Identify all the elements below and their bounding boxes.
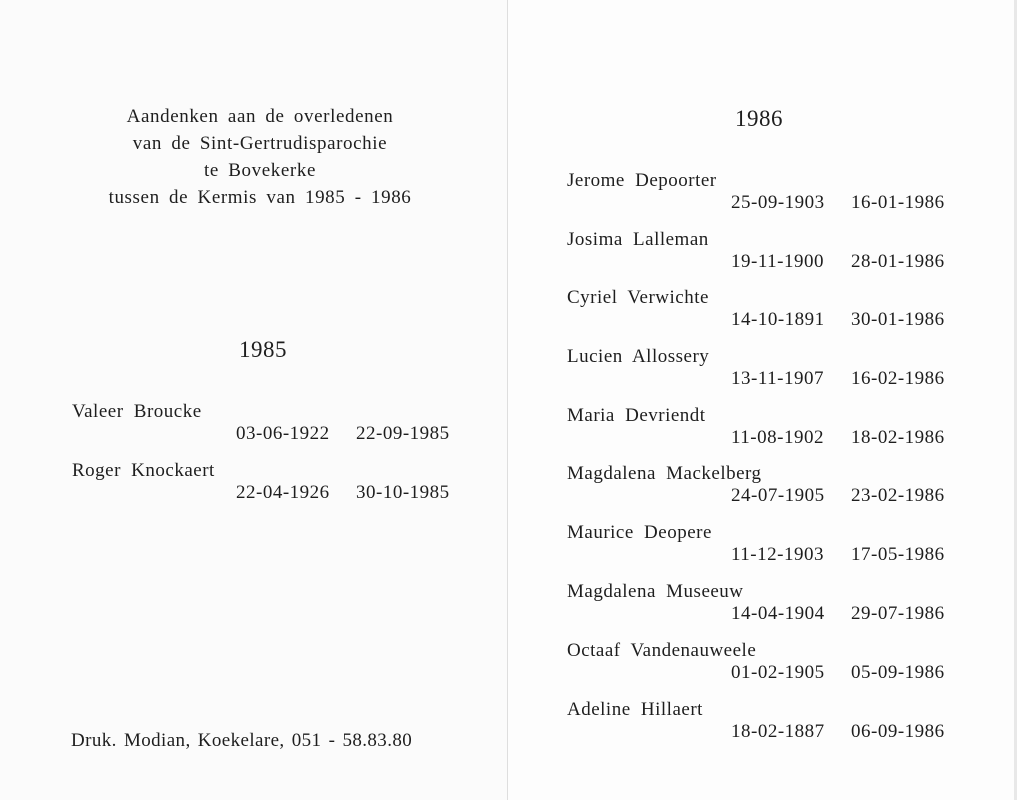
death-date: 17-05-1986: [851, 544, 945, 565]
year-heading-1985: 1985: [239, 337, 287, 362]
birth-date: 14-10-1891: [731, 309, 825, 330]
deceased-name: Josima Lalleman: [567, 229, 709, 250]
birth-date: 11-12-1903: [731, 544, 824, 565]
birth-date: 22-04-1926: [236, 482, 330, 503]
intro-line: tussen de Kermis van 1985 - 1986: [108, 187, 412, 208]
death-date: 30-10-1985: [356, 482, 450, 503]
intro-line: te Bovekerke: [204, 160, 316, 181]
list-item: [567, 229, 957, 279]
list-item: [567, 699, 957, 749]
death-date: 18-02-1986: [851, 427, 945, 448]
left-page: [0, 0, 508, 800]
birth-date: 03-06-1922: [236, 423, 330, 444]
birth-date: 14-04-1904: [731, 603, 825, 624]
deceased-name: Maurice Deopere: [567, 522, 712, 543]
birth-date: 18-02-1887: [731, 721, 825, 742]
list-item: [567, 405, 957, 455]
deceased-name: Magdalena Museeuw: [567, 581, 744, 602]
deceased-name: Lucien Allossery: [567, 346, 710, 367]
death-date: 29-07-1986: [851, 603, 945, 624]
year-heading-1986: 1986: [735, 106, 783, 131]
list-item: [567, 581, 957, 631]
list-item: [567, 170, 957, 220]
death-date: 30-01-1986: [851, 309, 945, 330]
death-date: 05-09-1986: [851, 662, 945, 683]
death-date: 06-09-1986: [851, 721, 945, 742]
intro-line: van de Sint-Gertrudisparochie: [132, 133, 388, 154]
birth-date: 13-11-1907: [731, 368, 824, 389]
death-date: 28-01-1986: [851, 251, 945, 272]
death-date: 22-09-1985: [356, 423, 450, 444]
birth-date: 25-09-1903: [731, 192, 825, 213]
list-item: [567, 522, 957, 572]
intro-line: Aandenken aan de overledenen: [126, 106, 394, 127]
birth-date: 01-02-1905: [731, 662, 825, 683]
birth-date: 24-07-1905: [731, 485, 825, 506]
deceased-name: Valeer Broucke: [72, 401, 202, 422]
deceased-name: Adeline Hillaert: [567, 699, 703, 720]
intro-heading: [60, 103, 460, 211]
deceased-name: Roger Knockaert: [72, 460, 215, 481]
list-item: [567, 287, 957, 337]
death-date: 23-02-1986: [851, 485, 945, 506]
deceased-name: Magdalena Mackelberg: [567, 463, 762, 484]
list-item: [567, 463, 957, 513]
deceased-name: Maria Devriendt: [567, 405, 706, 426]
death-date: 16-02-1986: [851, 368, 945, 389]
list-item: [72, 401, 462, 451]
deceased-name: Cyriel Verwichte: [567, 287, 709, 308]
birth-date: 11-08-1902: [731, 427, 824, 448]
list-item: [567, 346, 957, 396]
death-date: 16-01-1986: [851, 192, 945, 213]
deceased-name: Octaaf Vandenauweele: [567, 640, 757, 661]
deceased-name: Jerome Depoorter: [567, 170, 717, 191]
printer-footer: Druk. Modian, Koekelare, 051 - 58.83.80: [71, 730, 413, 751]
list-item: [567, 640, 957, 690]
birth-date: 19-11-1900: [731, 251, 824, 272]
list-item: [72, 460, 462, 510]
